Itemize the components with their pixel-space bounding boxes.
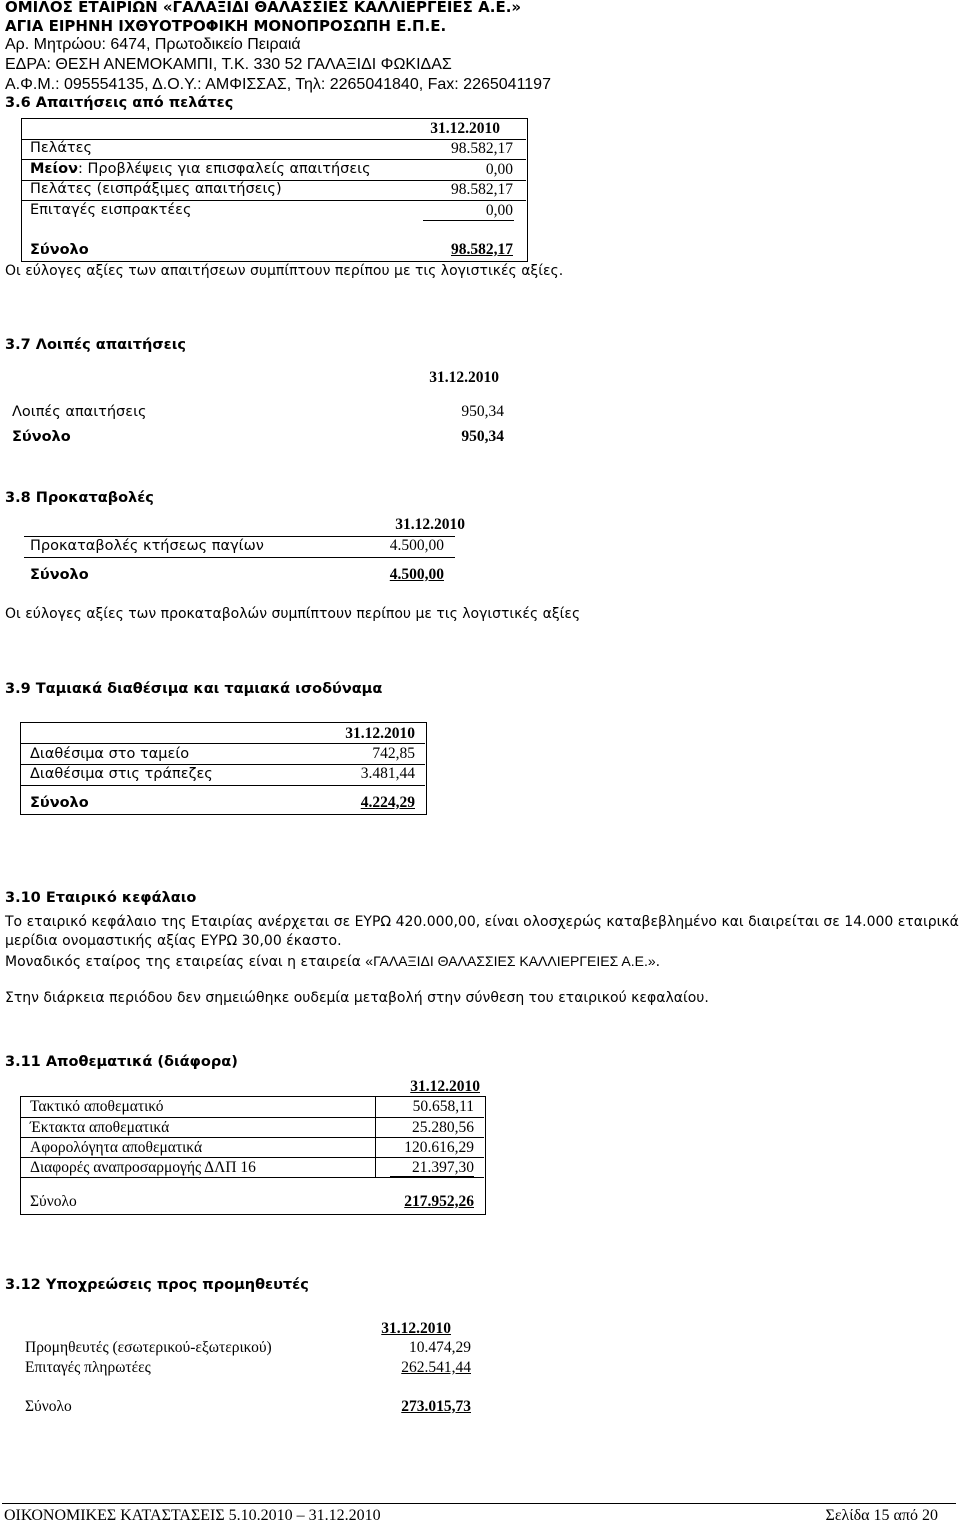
table-row-value: 950,34 [461,403,504,420]
table-row-label: Προκαταβολές κτήσεως παγίων [30,538,264,554]
table-row-label: Τακτικό αποθεματικό [30,1098,164,1115]
table-total-value: 98.582,17 [451,241,513,258]
table-row-value: 742,85 [372,745,415,762]
table-row-label: Μείον: Προβλέψεις για επισφαλείς απαιτήσεις [30,161,371,177]
table-row-value: 98.582,17 [451,140,513,157]
table-3-9-date: 31.12.2010 [345,725,415,742]
table-row-label: Επιταγές πληρωτέες [25,1359,151,1376]
divider [21,1177,484,1178]
section-3-11-title: 3.11 Αποθεματικά (διάφορα) [5,1054,238,1070]
table-row-label: Λοιπές απαιτήσεις [12,404,147,420]
table-total-label: Σύνολο [25,1398,72,1415]
footer-page-number: Σελίδα 15 από 20 [825,1507,938,1524]
table-total-value: 273.015,73 [401,1398,471,1415]
table-row-label: Έκτακτα αποθεματικά [30,1119,170,1136]
section-3-10-para2: Μοναδικός εταίρος της εταιρείας είναι η εταιρεία «ΓΑΛΑΞΙΔΙ ΘΑΛΑΣΣΙΕΣ ΚΑΛΛΙΕΡΓΕΙΕΣ Α.Ε.». [5,953,661,970]
header-address: ΕΔΡΑ: ΘΕΣΗ ΑΝΕΜΟΚΑΜΠΙ, Τ.Κ. 330 52 ΓΑΛΑΞΙΔΙ ΦΩΚΙΔΑΣ [5,56,452,73]
divider [21,1137,484,1138]
table-row-value: 0,00 [485,161,513,178]
divider [21,785,425,786]
table-row-label: Επιταγές εισπρακτέες [30,202,192,218]
table-row-value: 25.280,56 [412,1119,474,1136]
table-row-value: 98.582,17 [451,181,513,198]
table-total-label: Σύνολο [12,429,71,445]
table-3-12-date: 31.12.2010 [381,1320,451,1337]
table-3-7-date: 31.12.2010 [429,369,499,386]
table-row-label: Πελάτες (εισπράξιμες απαιτήσεις) [30,181,282,197]
table-total-label: Σύνολο [30,795,89,811]
table-row-value: 50.658,11 [412,1098,474,1115]
table-row-value: 3.481,44 [360,765,415,782]
divider [22,159,526,160]
table-row-label: Διαθέσιμα στις τράπεζες [30,766,213,782]
table-row-value: 10.474,29 [409,1339,471,1356]
underline-rule [423,220,514,221]
divider [21,1117,484,1118]
section-3-6-title: 3.6 Απαιτήσεις από πελάτες [5,95,234,111]
section-3-6-note: Οι εύλογες αξίες των απαιτήσεων συμπίπτουν περίπου με τις λογιστικές αξίες. [5,263,564,279]
header-registry: Αρ. Μητρώου: 6474, Πρωτοδικείο Πειραιά [5,36,301,53]
table-total-value: 4.224,29 [360,794,415,811]
section-3-9-title: 3.9 Ταμιακά διαθέσιμα και ταμιακά ισοδύναμα [5,681,383,697]
divider [21,743,425,744]
section-3-7-title: 3.7 Λοιπές απαιτήσεις [5,337,186,353]
table-total-value: 950,34 [461,428,504,445]
table-row-value: 120.616,29 [404,1139,474,1156]
footer-rule [2,1503,956,1504]
section-3-10-para1-line1: Το εταιρικό κεφάλαιο της Εταιρίας ανέρχεται σε ΕΥΡΩ 420.000,00, είναι ολοσχερώς καταβεβλημένο και διαιρείται σε 14.000 εταιρικά [5,914,959,930]
table-3-11-date: 31.12.2010 [410,1078,480,1095]
section-3-8-title: 3.8 Προκαταβολές [5,490,154,506]
table-total-label: Σύνολο [30,242,89,258]
section-3-10-title: 3.10 Εταιρικό κεφάλαιο [5,890,197,906]
header-company-name: ΑΓΙΑ ΕΙΡΗΝΗ ΙΧΘΥΟΤΡΟΦΙΚΗ ΜΟΝΟΠΡΟΣΩΠΗ Ε.Π.Ε. [5,17,447,35]
table-total-value: 4.500,00 [389,566,444,583]
divider [21,1157,484,1158]
header-tax-info: Α.Φ.Μ.: 095554135, Δ.Ο.Υ.: ΑΜΦΙΣΣΑΣ, Τηλ: 2265041840, Fax: 2265041197 [5,76,551,93]
table-row-value: 0,00 [485,202,513,219]
table-total-label: Σύνολο [30,1193,77,1210]
table-row-label: Διαφορές αναπροσαρμογής ΔΛΠ 16 [30,1159,256,1176]
section-3-12-title: 3.12 Υποχρεώσεις προς προμηθευτές [5,1277,309,1293]
table-3-6-date: 31.12.2010 [430,120,500,137]
section-3-10-para1-line2: μερίδια ονομαστικής αξίας ΕΥΡΩ 30,00 έκαστο. [5,933,342,949]
divider [22,200,526,201]
table-total-label: Σύνολο [30,567,89,583]
table-row-label: Προμηθευτές (εσωτερικού-εξωτερικού) [25,1339,272,1356]
table-row-value: 21.397,30 [355,1159,474,1177]
footer-title: ΟΙΚΟΝΟΜΙΚΕΣ ΚΑΤΑΣΤΑΣΕΙΣ 5.10.2010 – 31.12.2010 [4,1507,381,1524]
table-row-label: Διαθέσιμα στο ταμείο [30,746,190,762]
table-row-value: 4.500,00 [389,537,444,554]
divider [24,557,455,558]
header-company-group: ΟΜΙΛΟΣ ΕΤΑΙΡΙΩΝ «ΓΑΛΑΞΙΔΙ ΘΑΛΑΣΣΙΕΣ ΚΑΛΛΙΕΡΓΕΙΕΣ Α.Ε.» [5,0,522,16]
table-row-value: 262.541,44 [401,1359,471,1376]
table-total-value: 217.952,26 [404,1193,474,1210]
section-3-8-note: Οι εύλογες αξίες των προκαταβολών συμπίπτουν περίπου με τις λογιστικές αξίες [5,606,581,622]
table-3-8-date: 31.12.2010 [395,516,465,533]
table-row-label: Αφορολόγητα αποθεματικά [30,1139,203,1156]
table-row-label: Πελάτες [30,140,92,156]
section-3-10-para3: Στην διάρκεια περιόδου δεν σημειώθηκε ουδεμία μεταβολή στην σύνθεση του εταιρικού κεφαλαίου. [5,990,709,1006]
